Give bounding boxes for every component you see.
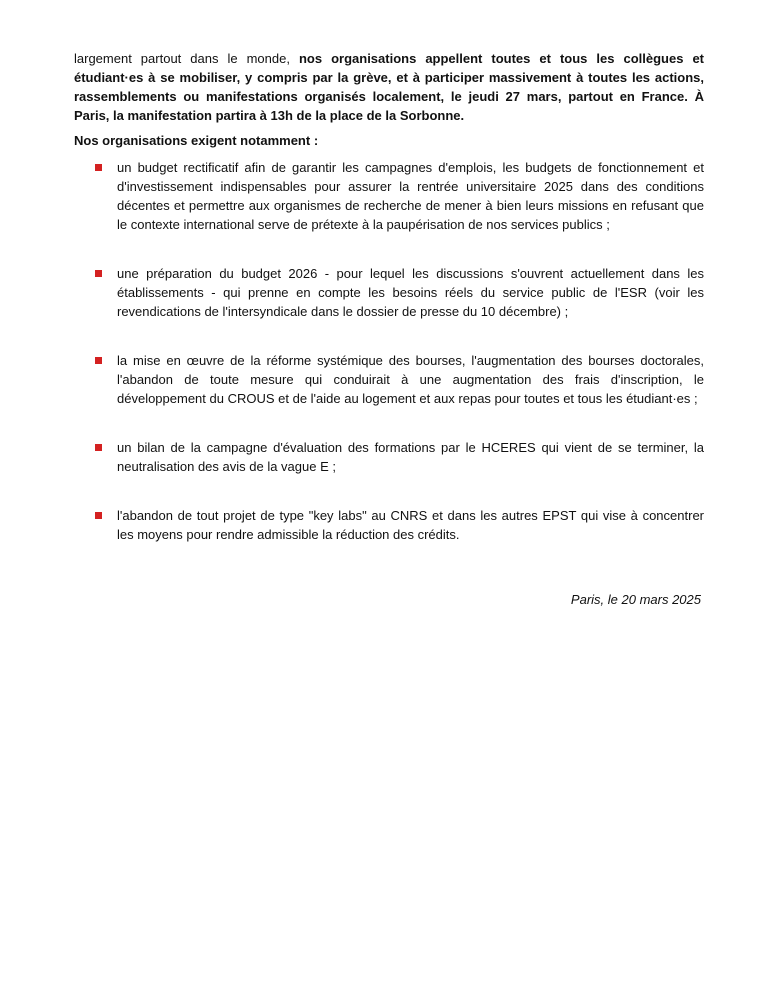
list-item [94,158,704,234]
demands-heading: Nos organisations exigent notamment : [74,133,319,148]
list-item-text: la mise en œuvre de la réforme systémique des bourses, l'augmentation des bourses doctorales, l'abandon de toute mesure qui conduirait à une augmentation des frais d'inscription, le développement du CROUS et de l'aide au logement et aux repas pour toutes et tous les étudiant·es ; [117,353,704,406]
list-item-text: l'abandon de tout projet de type "key labs" au CNRS et dans les autres EPST qui vise à concentrer les moyens pour rendre admissible la réduction des crédits. [117,508,704,542]
square-bullet-icon [95,270,102,277]
demands-list [94,158,704,574]
intro-paragraph [74,49,704,125]
square-bullet-icon [95,444,102,451]
list-item [94,264,704,321]
intro-bold-text: nos organisations appellent toutes et tous les collègues et étudiant·es à se mobiliser, y compris par la grève, et à participer massivement à toutes les actions, rassemblements ou manifestations organisés localement, le jeudi 27 mars, partout en France. À Paris, la manifestation partira à 13h de la place de la Sorbonne. [74,51,704,123]
intro-normal-text: largement partout dans le monde, [74,51,299,66]
list-item [94,351,704,408]
list-item [94,438,704,476]
list-item-text: un budget rectificatif afin de garantir les campagnes d'emplois, les budgets de fonctionnement et d'investissement indispensables pour assurer la rentrée universitaire 2025 dans des conditions décentes et permettre aux organismes de recherche de mener à bien leurs missions en refusant que le contexte international serve de prétexte à la paupérisation de nos services publics ; [117,160,704,232]
signature-date: Paris, le 20 mars 2025 [570,592,701,607]
list-item-text: une préparation du budget 2026 - pour lequel les discussions s'ouvrent actuellement dans les établissements - qui prenne en compte les besoins réels du service public de l'ESR (voir les revendications de l'intersyndicale dans le dossier de presse du 10 décembre) ; [117,266,704,319]
list-item-text: un bilan de la campagne d'évaluation des formations par le HCERES qui vient de se terminer, la neutralisation des avis de la vague E ; [117,440,704,474]
square-bullet-icon [95,164,102,171]
list-item [94,506,704,544]
square-bullet-icon [95,357,102,364]
square-bullet-icon [95,512,102,519]
